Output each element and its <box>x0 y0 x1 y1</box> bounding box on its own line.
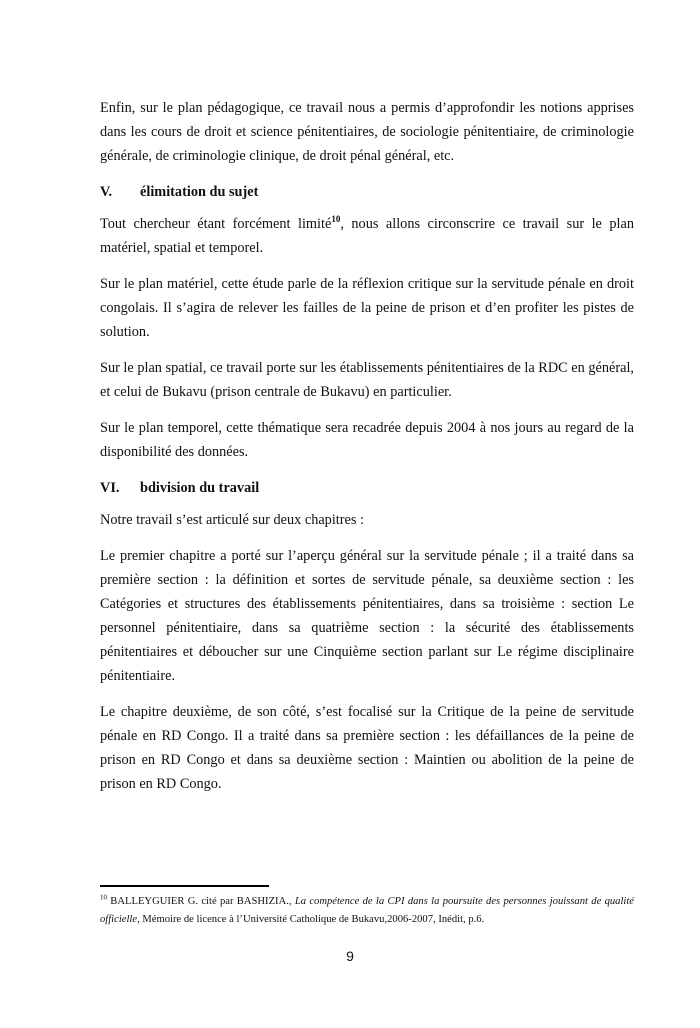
footnote-number: 10 <box>100 893 107 902</box>
paragraph-chapitre-deuxieme: Le chapitre deuxième, de son côté, s’est focalisé sur la Critique de la peine de servitude pénale en RD Congo. Il a traité dans sa première section : les défaillances de la peine de prison en RD Congo et dans sa deuxième section : Maintien ou abolition de la peine de prison en RD Congo. <box>100 704 634 792</box>
footnote-text: BALLEYGUIER G. cité par BASHIZIA., <box>107 896 295 907</box>
paragraph-plan-spatial: Sur le plan spatial, ce travail porte sur les établissements pénitentiaires de la RDC en général, et celui de Bukavu (prison centrale de Bukavu) en particulier. <box>100 360 634 400</box>
section-number: VI. <box>100 480 120 496</box>
section-heading-v <box>100 180 634 204</box>
section-number: V. <box>100 184 113 200</box>
section-title: élimitation du sujet <box>140 184 259 200</box>
paragraph-text: , nous allons circonscrire ce travail sur le plan matériel, spatial et temporel. <box>100 216 634 256</box>
footnote-title: La compétence de la CPI dans la poursuite des personnes jouissant de qualité officielle, <box>100 896 635 925</box>
paragraph-premier-chapitre: Le premier chapitre a porté sur l’aperçu général sur la servitude pénale ; il a traité dans sa première section : la définition et sortes de servitude pénale, sa deuxième section : les Catégories et structures des établissements pénitentiaires, dans sa troisième : section Le personnel pénitentiaire, dans sa quatrième section : la sécurité des établissements pénitentiaires et déboucher sur une Cinquième section parlant sur Le régime disciplinaire pénitentiaire. <box>100 548 634 684</box>
footnote <box>100 893 634 929</box>
page-number: 9 <box>346 948 354 964</box>
section-heading-vi <box>100 476 634 500</box>
body-text <box>100 96 634 808</box>
paragraph-chapitres-intro: Notre travail s’est articulé sur deux chapitres : <box>100 512 364 528</box>
paragraph-plan-materiel: Sur le plan matériel, cette étude parle de la réflexion critique sur la servitude pénale en droit congolais. Il s’agira de relever les failles de la peine de prison et d’en profiter les pistes de solution. <box>100 276 634 340</box>
paragraph-text: Tout chercheur étant forcément limité <box>100 216 332 232</box>
footnote-text: Mémoire de licence à l’Université Catholique de Bukavu,2006-2007, Inédit, p.6. <box>139 914 485 925</box>
paragraph-limitation <box>100 212 634 260</box>
footnote-separator <box>100 885 269 887</box>
paragraph-plan-temporel: Sur le plan temporel, cette thématique sera recadrée depuis 2004 à nos jours au regard de la disponibilité des données. <box>100 420 634 460</box>
paragraph-pedagogique: Enfin, sur le plan pédagogique, ce travail nous a permis d’approfondir les notions apprises dans les cours de droit et science pénitentiaires, de sociologie pénitentiaire, de criminologie générale, de criminologie clinique, de droit pénal général, etc. <box>100 100 634 164</box>
footnote-reference[interactable]: 10 <box>331 214 341 225</box>
section-title: bdivision du travail <box>140 480 260 496</box>
